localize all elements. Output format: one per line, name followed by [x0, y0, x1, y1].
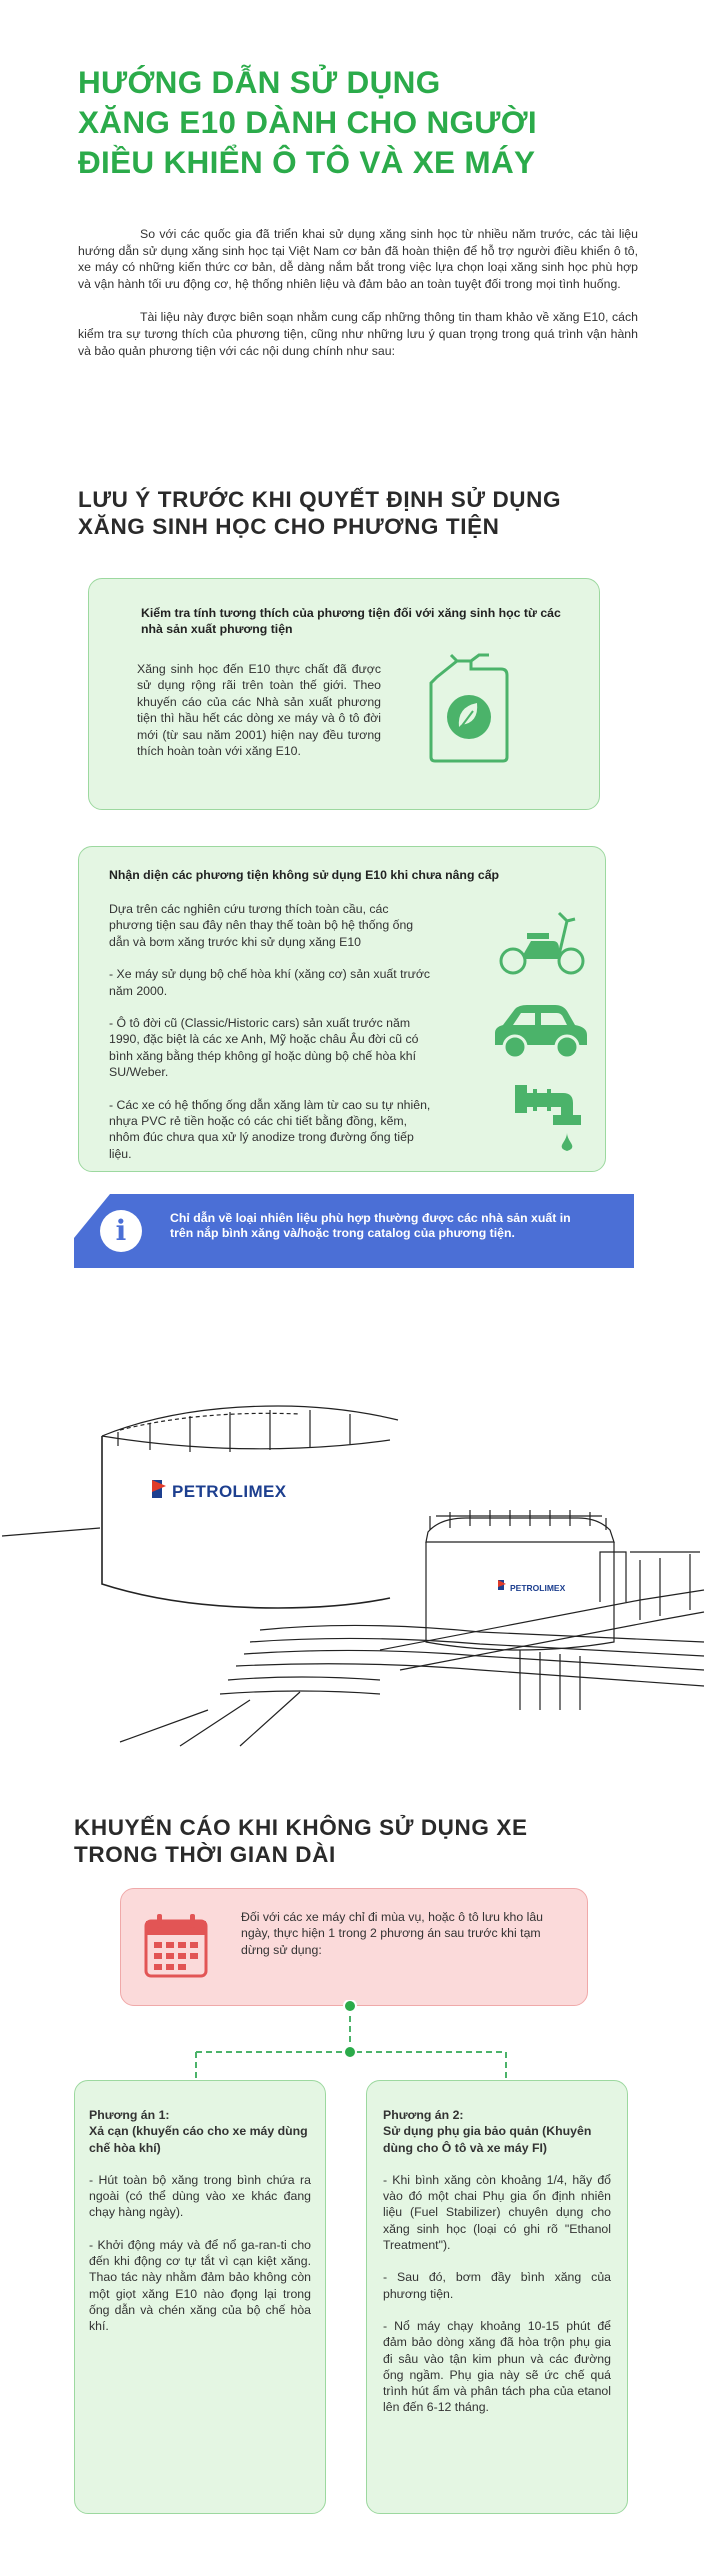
scooter-icon — [497, 905, 587, 977]
section2-heading: KHUYẾN CÁO KHI KHÔNG SỬ DỤNG XE TRONG THỜI GIAN DÀI — [74, 1815, 528, 1867]
leaking-pipe-icon — [511, 1081, 587, 1153]
page-title: HƯỚNG DẪN SỬ DỤNG XĂNG E10 DÀNH CHO NGƯỜI ĐIỀU KHIỂN Ô TÔ VÀ XE MÁY — [78, 64, 537, 180]
petrolimex-logo-small — [498, 1580, 506, 1590]
petrolimex-logo-large — [152, 1480, 166, 1498]
car-icon — [489, 1001, 593, 1061]
info-icon: i — [100, 1210, 142, 1252]
tank-brand-small: PETROLIMEX — [510, 1583, 566, 1593]
fuel-tanks-illustration — [0, 1290, 706, 1750]
option2-card: Phương án 2: Sử dụng phụ gia bảo quản (Khuyên dùng cho Ô tô và xe máy FI) - Khi bình xăng còn khoảng 1/4, hãy đổ vào đó một chai Phụ gia ổn định nhiên liệu (Fuel Stabilizer) chuyên dụng cho xăng sinh học (loại có ghi rõ "Ethanol Treatment"). - Sau đó, bơm đầy bình xăng của phương tiện. - Nổ máy chạy khoảng 10-15 phút để đảm bảo dòng xăng đã hòa trộn phụ gia đi sâu vào tận kim phun và các đường ống ngầm. Phụ gia này sẽ ức chế quá trình hút ẩm và phân tách pha của etanol lên đến 6-12 tháng. — [366, 2080, 628, 2514]
calendar-icon — [141, 1911, 211, 1981]
fuel-can-leaf-icon — [427, 653, 511, 765]
tank-brand-large: PETROLIMEX — [172, 1482, 287, 1501]
section1-heading: LƯU Ý TRƯỚC KHI QUYẾT ĐỊNH SỬ DỤNG XĂNG SINH HỌC CHO PHƯƠNG TIỆN — [78, 487, 562, 539]
option1-card: Phương án 1: Xả cạn (khuyến cáo cho xe máy dùng chế hòa khí) - Hút toàn bộ xăng trong bình chứa ra ngoài (có thể dùng vào xe khác đang chạy hàng ngày). - Khởi động máy và để nổ ga-ran-ti cho đến khi động cơ tự tắt vì cạn kiệt xăng. Thao tác này nhằm đảm bảo không còn một giọt xăng E10 nào đọng lại trong ống dẫn và chén xăng của bộ chế hòa khí. — [74, 2080, 326, 2514]
intro-text: So với các quốc gia đã triển khai sử dụng xăng sinh học từ nhiều năm trước, các tài liệu hướng dẫn sử dụng xăng sinh học tại Việt Nam cơ bản đã hoàn thiện để hỗ trợ người điều khiển ô tô, xe máy có những kiến thức cơ bản, dễ dàng nắm bắt trong việc lựa chọn loại xăng sinh học phù hợp và vận hành tối ưu động cơ, hệ thống nhiên liệu và đảm bảo an toàn tuyệt đối trong mọi tình huống. Tài liệu này được biên soạn nhằm cung cấp những thông tin tham khảo về xăng E10, cách kiểm tra sự tương thích của phương tiện, cũng như những lưu ý quan trọng trong quá trình vận hành và bảo quản phương tiện với các nội dung chính như sau: — [78, 227, 638, 358]
non-compatible-card: Nhận diện các phương tiện không sử dụng E10 khi chưa nâng cấp Dựa trên các nghiên cứu tương thích toàn cầu, các phương tiện sau đây nên thay thế toàn bộ hệ thống ống dẫn và bơm xăng trước khi sử dụng xăng E10 - Xe máy sử dụng bộ chế hòa khí (xăng cơ) sản xuất trước năm 2000. - Ô tô đời cũ (Classic/Historic cars) sản xuất trước năm 1990, đặc biệt là các xe Anh, Mỹ hoặc châu Âu đời cũ có bình xăng bằng thép không gỉ hoặc dùng bộ chế hòa khí SU/Weber. - Các xe có hệ thống ống dẫn xăng làm từ cao su tự nhiên, nhựa PVC rẻ tiền hoặc có các chi tiết bằng đồng, kẽm, nhôm đúc chưa qua xử lý anodize trong đường ống tiếp liệu. — [78, 846, 606, 1172]
compatibility-card: Kiểm tra tính tương thích của phương tiện đối với xăng sinh học từ các nhà sản xuất phương tiện Xăng sinh học đến E10 thực chất đã được sử dụng rộng rãi trên toàn thế giới. Theo khuyến cáo của các Nhà sản xuất phương tiện thì hầu hết các dòng xe máy và ô tô đời mới (từ sau năm 2001) hiện nay đều tương thích hoàn toàn với xăng E10. — [88, 578, 600, 810]
info-text: Chỉ dẫn về loại nhiên liệu phù hợp thường được các nhà sản xuất in trên nắp bình xăng và/hoặc trong catalog của phương tiện. — [170, 1211, 571, 1240]
storage-notice-card: Đối với các xe máy chỉ đi mùa vụ, hoặc ô tô lưu kho lâu ngày, thực hiện 1 trong 2 phương án sau trước khi tạm dừng sử dụng: — [120, 1888, 588, 2006]
